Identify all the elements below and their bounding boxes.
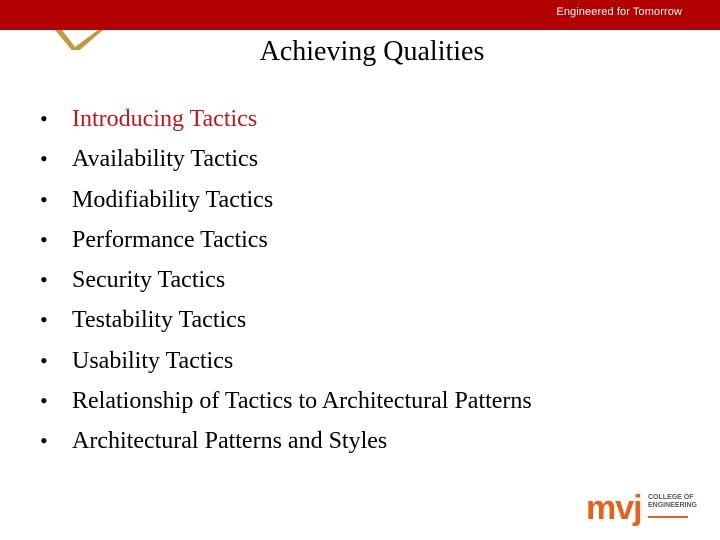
bullet-dot: • [40,106,48,131]
bullet-label: Security Tactics [72,267,226,294]
logo-line-1: COLLEGE OF [648,494,694,501]
bullet-label: Performance Tactics [72,226,268,253]
bullet-label: Architectural Patterns and Styles [72,428,388,455]
bullet-label: Relationship of Tactics to Architectural Patterns [72,388,532,415]
bullet-label: Testability Tactics [72,307,247,334]
bullet-dot: • [40,186,48,212]
bullet-dot: • [40,347,48,373]
logo-text [648,494,697,510]
bullet-dot: • [40,226,48,252]
slide-title: Achieving Qualities [259,36,485,67]
bullet-dot: • [40,146,48,172]
bullet-label: Usability Tactics [72,347,234,374]
bullet-dot: • [40,388,48,414]
header-tagline: Engineered for Tomorrow [556,6,682,18]
bullet-label: Introducing Tactics [72,106,258,132]
logo-line-2: ENGINEERING [648,502,698,509]
bullet-dot: • [40,307,48,333]
logo-mark: mvj [586,489,642,527]
bullet-dot: • [40,267,48,293]
logo-underline-icon [648,514,688,520]
bullet-label: Modifiability Tactics [72,186,274,213]
college-logo [586,490,706,526]
bullet-label: Availability Tactics [72,146,259,173]
bullet-dot: • [40,428,48,454]
